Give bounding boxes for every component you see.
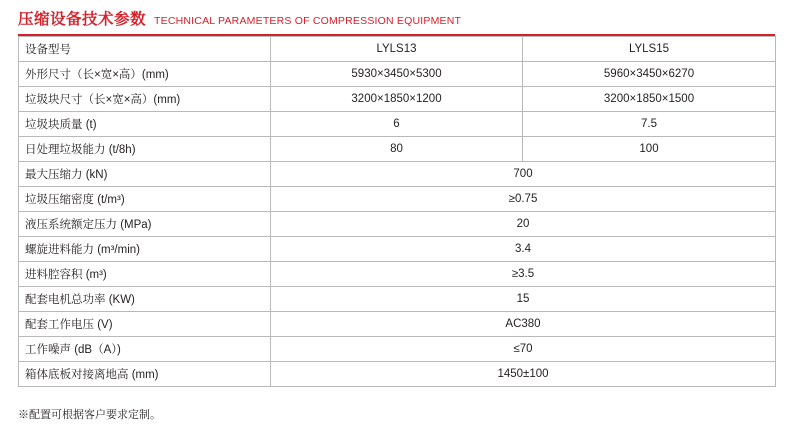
parameter-value-shared: 15 (271, 287, 776, 312)
parameter-value-model-a: 80 (271, 137, 523, 162)
parameter-label: 箱体底板对接离地高 (mm) (19, 362, 271, 387)
parameter-label: 垃圾块尺寸（长×宽×高）(mm) (19, 87, 271, 112)
parameter-value-model-a: LYLS13 (271, 37, 523, 62)
table-row (19, 112, 776, 137)
table-row (19, 37, 776, 62)
table-row (19, 212, 776, 237)
parameter-label: 最大压缩力 (kN) (19, 162, 271, 187)
table-row (19, 287, 776, 312)
parameter-label: 液压系统额定压力 (MPa) (19, 212, 271, 237)
parameter-label: 设备型号 (19, 37, 271, 62)
parameter-value-model-a: 6 (271, 112, 523, 137)
parameter-label: 垃圾块质量 (t) (19, 112, 271, 137)
page-title-en: TECHNICAL PARAMETERS OF COMPRESSION EQUIPMENT (154, 15, 462, 27)
table-row (19, 187, 776, 212)
table-row (19, 337, 776, 362)
parameter-label: 外形尺寸（长×宽×高）(mm) (19, 62, 271, 87)
parameter-value-model-b: LYLS15 (523, 37, 776, 62)
parameter-value-shared: 20 (271, 212, 776, 237)
parameter-value-shared: 700 (271, 162, 776, 187)
table-row (19, 362, 776, 387)
table-row (19, 237, 776, 262)
table-row (19, 162, 776, 187)
parameter-label: 日处理垃圾能力 (t/8h) (19, 137, 271, 162)
parameter-value-shared: ≥0.75 (271, 187, 776, 212)
parameter-label: 螺旋进料能力 (m³/min) (19, 237, 271, 262)
parameter-value-model-a: 5930×3450×5300 (271, 62, 523, 87)
footnote: ※配置可根据客户要求定制。 (18, 409, 161, 421)
table-row (19, 137, 776, 162)
parameter-label: 进料腔容积 (m³) (19, 262, 271, 287)
table-row (19, 312, 776, 337)
page-title-cn: 压缩设备技术参数 (18, 11, 147, 28)
table-row (19, 262, 776, 287)
table-row (19, 62, 776, 87)
parameter-value-shared: 3.4 (271, 237, 776, 262)
specification-table (18, 36, 776, 387)
parameter-label: 配套电机总功率 (KW) (19, 287, 271, 312)
table-row (19, 87, 776, 112)
parameter-value-shared: 1450±100 (271, 362, 776, 387)
parameter-value-model-b: 3200×1850×1500 (523, 87, 776, 112)
parameter-label: 工作噪声 (dB（A）) (19, 337, 271, 362)
parameter-value-shared: ≥3.5 (271, 262, 776, 287)
parameter-value-shared: AC380 (271, 312, 776, 337)
parameter-value-shared: ≤70 (271, 337, 776, 362)
page-header (18, 10, 775, 36)
parameter-value-model-b: 100 (523, 137, 776, 162)
parameter-value-model-b: 7.5 (523, 112, 776, 137)
parameter-label: 垃圾压缩密度 (t/m³) (19, 187, 271, 212)
parameter-value-model-b: 5960×3450×6270 (523, 62, 776, 87)
parameter-value-model-a: 3200×1850×1200 (271, 87, 523, 112)
parameter-label: 配套工作电压 (V) (19, 312, 271, 337)
